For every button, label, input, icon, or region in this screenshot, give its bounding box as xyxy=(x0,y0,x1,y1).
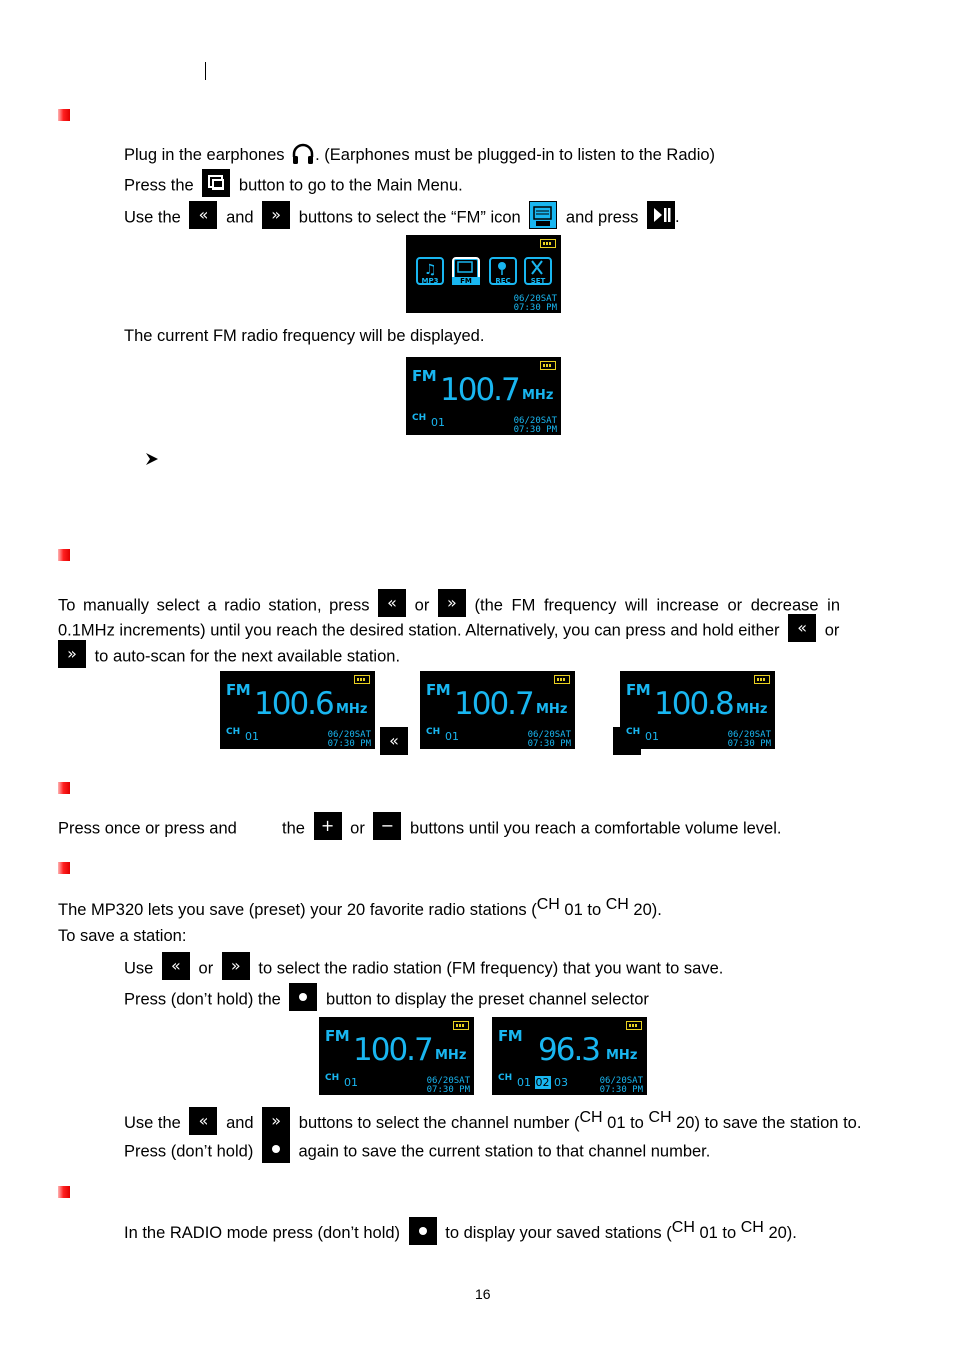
section-bullet xyxy=(58,549,70,561)
section-bullet xyxy=(58,1186,70,1198)
preset-line-6 xyxy=(124,1138,710,1166)
current-freq-text: The current FM radio frequency will be displayed. xyxy=(124,327,485,345)
svg-text:♫: ♫ xyxy=(424,262,437,278)
battery-icon xyxy=(354,675,370,684)
rewind-button-icon: « xyxy=(189,1107,217,1135)
manual-line-1 xyxy=(58,592,878,620)
arrow-bullet-icon xyxy=(146,453,158,465)
select-button-icon xyxy=(409,1217,437,1245)
text: In the RADIO mode press (don’t hold) xyxy=(124,1224,401,1242)
ch-label: CH xyxy=(498,1073,513,1083)
text: button to display the preset channel selector xyxy=(326,990,649,1009)
text: the xyxy=(282,819,305,838)
fm-screen-scan-1 xyxy=(220,671,375,749)
fm-screen-scan-2 xyxy=(420,671,575,749)
battery-icon xyxy=(754,675,770,684)
main-menu-screen xyxy=(406,235,561,313)
fm-label: FM xyxy=(426,681,451,699)
forward-button-icon: » xyxy=(222,952,250,980)
listen-line-3 xyxy=(124,204,680,232)
fm-label: FM xyxy=(498,1027,523,1045)
fm-screen-preset-1 xyxy=(319,1017,474,1095)
frequency: 96.3 xyxy=(538,1032,600,1068)
clock-readout: 06/20SAT 07:30 PM xyxy=(513,416,557,435)
text: Use the xyxy=(124,1114,181,1132)
unit: MHz xyxy=(435,1048,467,1063)
text: (the FM frequency will increase or decrease in xyxy=(474,596,841,615)
section-bullet xyxy=(58,862,70,874)
fm-label: FM xyxy=(626,681,651,699)
manual-line-2 xyxy=(58,617,839,645)
unit: MHz xyxy=(736,702,768,717)
rewind-button-icon: « xyxy=(380,727,408,755)
text: button to go to the Main Menu. xyxy=(238,176,463,195)
text: and xyxy=(226,1114,254,1132)
ch-number: 01 xyxy=(431,416,445,429)
frequency: 100.7 xyxy=(353,1032,432,1068)
forward-button-icon: » xyxy=(58,640,86,668)
text: Plug in the earphones xyxy=(124,146,285,164)
battery-icon xyxy=(626,1021,642,1030)
text: Press (don’t hold) xyxy=(124,1142,254,1161)
text: The MP320 lets you save (preset) your 20 favorite radio stations ( xyxy=(58,901,537,919)
ch-label: CH xyxy=(426,727,441,737)
volume-up-button-icon: + xyxy=(314,812,342,840)
text: and press xyxy=(565,208,639,227)
text: 20) to save the station to. xyxy=(671,1114,862,1132)
text: and xyxy=(226,208,254,227)
ch-option: 01 xyxy=(517,1076,531,1089)
forward-button-icon: » xyxy=(438,589,466,617)
unit: MHz xyxy=(336,702,368,717)
ch-number: 01 xyxy=(445,730,459,743)
listen-line-2 xyxy=(124,172,463,200)
text: 0.1MHz increments) until you reach the desired station. Alternatively, you can press and hold either xyxy=(58,621,780,640)
clock-readout: 06/20SAT 07:30 PM xyxy=(327,730,371,749)
text: 20). xyxy=(763,1224,797,1242)
text: again to save the current station to that channel number. xyxy=(298,1142,711,1161)
text: . xyxy=(674,208,680,227)
fm-label: FM xyxy=(325,1027,350,1045)
frequency: 100.8 xyxy=(654,686,733,722)
ch-label: CH xyxy=(626,727,641,737)
clock-readout: 06/20SAT 07:30 PM xyxy=(727,730,771,749)
recall-line xyxy=(124,1218,797,1248)
battery-icon xyxy=(540,239,556,248)
fm-icon xyxy=(529,201,557,229)
ch-label: CH xyxy=(648,1109,672,1126)
fm-screen-current xyxy=(406,357,561,435)
unit: MHz xyxy=(536,702,568,717)
preset-line-4 xyxy=(124,986,649,1014)
ch-number: 01 xyxy=(645,730,659,743)
text: Press (don’t hold) the xyxy=(124,990,281,1009)
text: buttons to select the channel number ( xyxy=(298,1114,580,1132)
unit: MHz xyxy=(606,1048,638,1063)
listen-line-1 xyxy=(124,142,715,166)
rewind-button-icon: « xyxy=(162,952,190,980)
fm-label: FM xyxy=(412,367,437,385)
ch-number: 01 xyxy=(245,730,259,743)
play-pause-button-icon xyxy=(647,201,675,229)
ch-number: 01 xyxy=(344,1076,358,1089)
clock-readout: 06/20SAT 07:30 PM xyxy=(599,1076,643,1095)
ch-list xyxy=(517,1076,568,1089)
section-bullet xyxy=(58,109,70,121)
menu-button-icon xyxy=(202,169,230,197)
preset-line-3 xyxy=(124,955,723,983)
rewind-button-icon: « xyxy=(788,614,816,642)
text: to display your saved stations ( xyxy=(445,1224,672,1242)
fm-screen-preset-2 xyxy=(492,1017,647,1095)
text: 01 to xyxy=(602,1114,649,1132)
text: 01 to xyxy=(559,901,606,919)
ch-label: CH xyxy=(671,1219,695,1236)
text: Use xyxy=(124,959,154,978)
clock-readout: 06/20SAT 07:30 PM xyxy=(527,730,571,749)
text: or xyxy=(414,596,430,615)
text: buttons to select the “FM” icon xyxy=(298,208,521,227)
menu-label-mp3: MP3 xyxy=(421,277,439,285)
menu-label-set: SET xyxy=(530,277,546,285)
preset-line-1 xyxy=(58,895,662,920)
forward-button-icon: » xyxy=(262,1107,290,1135)
rewind-button-icon: « xyxy=(189,201,217,229)
text: To manually select a radio station, press xyxy=(58,596,370,615)
fm-label: FM xyxy=(226,681,251,699)
ch-label: CH xyxy=(226,727,241,737)
battery-icon xyxy=(554,675,570,684)
ch-label: CH xyxy=(579,1109,603,1126)
text: to auto-scan for the next available station. xyxy=(94,647,401,666)
text: or xyxy=(198,959,214,978)
text: or xyxy=(824,621,840,640)
volume-down-button-icon: − xyxy=(373,812,401,840)
text: Press once or press and xyxy=(58,819,237,838)
menu-label-rec: REC xyxy=(495,277,511,285)
section-bullet xyxy=(58,782,70,794)
ch-option: 03 xyxy=(554,1076,568,1089)
text: buttons until you reach a comfortable volume level. xyxy=(410,819,782,838)
text: 01 to xyxy=(694,1224,741,1242)
ch-label: CH xyxy=(412,413,427,423)
text: or xyxy=(350,819,365,838)
ch-label: CH xyxy=(325,1073,340,1083)
select-button-icon xyxy=(289,983,317,1011)
preset-line-5 xyxy=(124,1108,861,1138)
clock-readout: 06/20SAT 07:30 PM xyxy=(513,294,557,313)
select-button-icon xyxy=(262,1135,290,1163)
preset-line-2: To save a station: xyxy=(58,927,187,945)
frequency: 100.7 xyxy=(440,372,519,408)
frequency: 100.7 xyxy=(454,686,533,722)
text: to select the radio station (FM frequency) that you want to save. xyxy=(258,959,724,978)
ch-option-selected: 02 xyxy=(535,1076,550,1089)
menu-label-fm: FM xyxy=(452,277,480,285)
frequency: 100.6 xyxy=(254,686,333,722)
rewind-button-icon: « xyxy=(378,589,406,617)
page-number: 16 xyxy=(475,1286,491,1302)
headphones-icon xyxy=(291,142,315,166)
battery-icon xyxy=(540,361,556,370)
header-rule xyxy=(205,62,206,80)
ch-label: CH xyxy=(740,1219,764,1236)
volume-line xyxy=(58,815,781,843)
fm-screen-scan-3 xyxy=(620,671,775,749)
unit: MHz xyxy=(522,388,554,403)
text: Press the xyxy=(124,176,194,195)
battery-icon xyxy=(453,1021,469,1030)
text: . (Earphones must be plugged-in to listen to the Radio) xyxy=(315,146,716,164)
manual-line-3 xyxy=(58,643,400,671)
ch-label: CH xyxy=(536,896,560,913)
text: Use the xyxy=(124,208,181,227)
clock-readout: 06/20SAT 07:30 PM xyxy=(426,1076,470,1095)
ch-label: CH xyxy=(605,896,629,913)
text: 20). xyxy=(628,901,662,919)
forward-button-icon: » xyxy=(262,201,290,229)
